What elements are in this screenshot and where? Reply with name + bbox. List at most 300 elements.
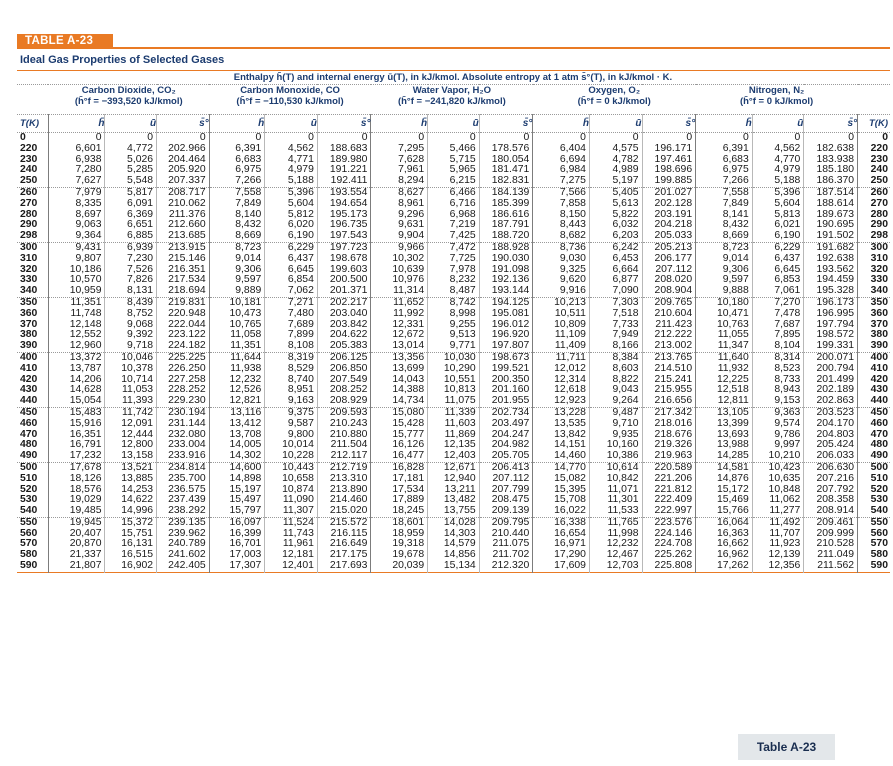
value-cell-s: 194.125 — [479, 297, 533, 308]
value-cell-s: 203.523 — [804, 407, 858, 418]
value-cell-s: 211.376 — [157, 210, 210, 221]
table-row — [17, 561, 890, 572]
gas-formation: (h̄°f = 0 kJ/kmol) — [739, 96, 814, 107]
value-cell-s: 203.497 — [479, 419, 533, 430]
value-cell-h: 10,959 — [48, 286, 105, 297]
value-cell-h: 16,126 — [371, 440, 428, 451]
temperature-cell: 540 — [20, 505, 38, 517]
value-cell-s: 210.062 — [157, 199, 210, 210]
value-cell-h: 15,172 — [696, 485, 753, 496]
value-cell-s: 0 — [157, 133, 210, 144]
value-cell-s: 195.173 — [317, 210, 371, 221]
value-cell-u: 9,163 — [265, 396, 318, 407]
value-cell-u: 11,393 — [105, 396, 157, 407]
temperature-cell-right: 460 — [858, 419, 890, 430]
value-cell-s: 0 — [642, 133, 696, 144]
value-cell-h: 8,443 — [533, 220, 590, 231]
value-cell-u: 9,392 — [105, 330, 157, 341]
value-cell-u: 4,562 — [265, 144, 318, 155]
gas-header-co — [209, 85, 371, 115]
value-cell-u: 14,303 — [428, 529, 480, 540]
value-cell-u: 5,604 — [265, 199, 318, 210]
table-reference-tab[interactable]: Table A-23 — [738, 734, 835, 760]
table-block — [17, 407, 890, 462]
value-cell-s: 206.850 — [317, 364, 371, 375]
value-cell-s: 217.175 — [317, 550, 371, 561]
value-cell-s: 189.673 — [804, 210, 858, 221]
value-cell-u: 13,211 — [428, 485, 480, 496]
value-cell-h: 14,628 — [48, 385, 105, 396]
value-cell-u: 15,751 — [105, 529, 157, 540]
value-cell-u: 13,521 — [105, 462, 157, 473]
value-cell-h: 7,849 — [209, 199, 265, 210]
value-cell-s: 210.880 — [317, 430, 371, 441]
value-cell-s: 208.358 — [804, 495, 858, 506]
value-cell-u: 7,899 — [265, 330, 318, 341]
value-cell-u: 7,689 — [265, 320, 318, 331]
col-header-h: h̄ — [371, 115, 428, 133]
value-cell-s: 191.221 — [317, 165, 371, 176]
value-cell-h: 11,992 — [371, 309, 428, 320]
value-cell-u: 14,856 — [428, 550, 480, 561]
value-cell-h: 14,005 — [209, 440, 265, 451]
value-cell-h: 19,318 — [371, 539, 428, 550]
value-cell-s: 208.929 — [317, 396, 371, 407]
value-cell-u: 6,664 — [589, 265, 642, 276]
value-cell-h: 9,063 — [48, 220, 105, 231]
table-subtitle: Ideal Gas Properties of Selected Gases — [20, 54, 225, 66]
temperature-cell: 298 — [20, 230, 38, 242]
value-cell-s: 201.955 — [479, 396, 533, 407]
gas-name: Nitrogen, N₂ — [748, 85, 805, 96]
value-cell-h: 6,683 — [696, 155, 753, 166]
value-cell-s: 208.475 — [479, 495, 533, 506]
value-cell-h: 11,347 — [696, 341, 753, 352]
value-cell-s: 207.216 — [804, 474, 858, 485]
value-cell-h: 13,842 — [533, 430, 590, 441]
value-cell-h: 9,807 — [48, 254, 105, 265]
value-cell-h: 14,460 — [533, 451, 590, 462]
value-cell-u: 9,264 — [589, 396, 642, 407]
value-cell-s: 188.614 — [804, 199, 858, 210]
value-cell-h: 14,734 — [371, 396, 428, 407]
temperature-cell-right: 380 — [858, 330, 890, 341]
value-cell-u: 16,515 — [105, 550, 157, 561]
value-cell-h: 10,809 — [533, 320, 590, 331]
value-cell-h: 0 — [48, 133, 105, 144]
value-cell-u: 14,622 — [105, 495, 157, 506]
value-cell-h: 16,701 — [209, 539, 265, 550]
value-cell-s: 207.799 — [479, 485, 533, 496]
value-cell-s: 218.694 — [157, 286, 210, 297]
value-cell-s: 187.791 — [479, 220, 533, 231]
value-cell-u: 8,314 — [752, 352, 804, 363]
value-cell-s: 196.995 — [804, 309, 858, 320]
value-cell-h: 11,938 — [209, 364, 265, 375]
value-cell-u: 6,229 — [265, 242, 318, 253]
value-cell-s: 219.326 — [642, 440, 696, 451]
value-cell-s: 205.383 — [317, 341, 371, 352]
value-cell-h: 13,787 — [48, 364, 105, 375]
value-cell-u: 8,752 — [105, 309, 157, 320]
value-cell-s: 222.044 — [157, 320, 210, 331]
value-cell-u: 8,487 — [428, 286, 480, 297]
value-cell-h: 8,141 — [696, 210, 753, 221]
value-cell-h: 16,097 — [209, 517, 265, 528]
value-cell-u: 10,714 — [105, 375, 157, 386]
value-cell-u: 9,513 — [428, 330, 480, 341]
value-cell-u: 8,998 — [428, 309, 480, 320]
value-cell-h: 17,678 — [48, 462, 105, 473]
value-cell-s: 195.328 — [804, 286, 858, 297]
value-cell-s: 206.125 — [317, 352, 371, 363]
value-cell-u: 13,885 — [105, 474, 157, 485]
value-cell-u: 9,363 — [752, 407, 804, 418]
value-cell-s: 211.702 — [479, 550, 533, 561]
value-cell-u: 11,524 — [265, 517, 318, 528]
value-cell-u: 4,770 — [752, 155, 804, 166]
value-cell-u: 6,032 — [589, 220, 642, 231]
temperature-cell: 580 — [20, 549, 38, 561]
value-cell-u: 8,742 — [428, 297, 480, 308]
temperature-cell: 310 — [20, 252, 38, 264]
value-cell-u: 6,854 — [265, 275, 318, 286]
value-cell-s: 213.002 — [642, 341, 696, 352]
value-cell-h: 11,109 — [533, 330, 590, 341]
value-cell-h: 14,770 — [533, 462, 590, 473]
value-cell-s: 190.030 — [479, 254, 533, 265]
value-cell-h: 14,581 — [696, 462, 753, 473]
value-cell-u: 7,526 — [105, 265, 157, 276]
value-cell-s: 211.562 — [804, 561, 858, 572]
value-cell-h: 9,306 — [209, 265, 265, 276]
temperature-cell-right: 510 — [858, 474, 890, 485]
temperature-cell: 340 — [20, 285, 38, 297]
temperature-cell: 290 — [20, 219, 38, 231]
value-cell-s: 208.904 — [642, 286, 696, 297]
value-cell-s: 189.980 — [317, 155, 371, 166]
value-cell-h: 12,618 — [533, 385, 590, 396]
value-cell-s: 209.765 — [642, 297, 696, 308]
value-cell-u: 9,710 — [589, 419, 642, 430]
value-cell-h: 13,014 — [371, 341, 428, 352]
value-cell-u: 12,135 — [428, 440, 480, 451]
value-cell-s: 224.708 — [642, 539, 696, 550]
value-cell-s: 233.004 — [157, 440, 210, 451]
value-cell-u: 8,232 — [428, 275, 480, 286]
value-cell-u: 16,902 — [105, 561, 157, 572]
value-cell-u: 9,043 — [589, 385, 642, 396]
temperature-cell: 490 — [20, 450, 38, 462]
value-cell-s: 185.180 — [804, 165, 858, 176]
value-cell-u: 10,848 — [752, 485, 804, 496]
value-cell-h: 15,395 — [533, 485, 590, 496]
value-cell-s: 212.117 — [317, 451, 371, 462]
value-cell-u: 7,949 — [589, 330, 642, 341]
value-cell-u: 5,965 — [428, 165, 480, 176]
value-cell-u: 10,443 — [265, 462, 318, 473]
value-cell-u: 7,090 — [589, 286, 642, 297]
temperature-cell: 260 — [20, 186, 38, 198]
value-cell-h: 9,966 — [371, 242, 428, 253]
value-cell-h: 10,763 — [696, 320, 753, 331]
value-cell-u: 5,188 — [265, 176, 318, 187]
value-cell-u: 12,444 — [105, 430, 157, 441]
value-cell-u: 9,997 — [752, 440, 804, 451]
value-cell-u: 10,614 — [589, 462, 642, 473]
value-cell-u: 5,817 — [105, 187, 157, 198]
temperature-cell: 280 — [20, 208, 38, 220]
value-cell-s: 206.177 — [642, 254, 696, 265]
value-cell-h: 9,364 — [48, 231, 105, 242]
value-cell-s: 218.016 — [642, 419, 696, 430]
value-cell-u: 9,153 — [752, 396, 804, 407]
value-cell-h: 14,876 — [696, 474, 753, 485]
value-cell-h: 10,473 — [209, 309, 265, 320]
value-cell-h: 7,266 — [209, 176, 265, 187]
value-cell-h: 0 — [371, 133, 428, 144]
value-cell-s: 225.262 — [642, 550, 696, 561]
value-cell-u: 11,603 — [428, 419, 480, 430]
value-cell-u: 5,604 — [752, 199, 804, 210]
value-cell-u: 7,687 — [752, 320, 804, 331]
value-cell-u: 14,579 — [428, 539, 480, 550]
value-cell-h: 11,652 — [371, 297, 428, 308]
value-cell-s: 210.243 — [317, 419, 371, 430]
value-cell-h: 15,916 — [48, 419, 105, 430]
value-cell-s: 195.081 — [479, 309, 533, 320]
value-cell-u: 10,160 — [589, 440, 642, 451]
value-cell-h: 12,960 — [48, 341, 105, 352]
value-cell-h: 10,213 — [533, 297, 590, 308]
value-cell-h: 16,791 — [48, 440, 105, 451]
temperature-cell-right: 310 — [858, 254, 890, 265]
temperature-cell: 430 — [20, 384, 38, 396]
value-cell-s: 205.424 — [804, 440, 858, 451]
value-cell-u: 5,548 — [105, 176, 157, 187]
table-row — [17, 474, 890, 485]
value-cell-s: 213.685 — [157, 231, 210, 242]
value-cell-u: 12,403 — [428, 451, 480, 462]
temperature-cell-right: 450 — [858, 407, 890, 418]
value-cell-s: 206.413 — [479, 462, 533, 473]
temperature-cell-right: 0 — [858, 133, 890, 144]
value-cell-u: 7,518 — [589, 309, 642, 320]
value-cell-s: 194.459 — [804, 275, 858, 286]
col-header-h: h̄ — [533, 115, 590, 133]
value-cell-u: 4,772 — [105, 144, 157, 155]
value-cell-u: 9,487 — [589, 407, 642, 418]
value-cell-h: 11,748 — [48, 309, 105, 320]
temperature-cell-right: 370 — [858, 320, 890, 331]
temperature-cell: 250 — [20, 175, 38, 187]
value-cell-s: 205.705 — [479, 451, 533, 462]
value-cell-h: 11,409 — [533, 341, 590, 352]
value-cell-h: 19,485 — [48, 506, 105, 517]
table-row — [17, 199, 890, 210]
value-cell-h: 10,511 — [533, 309, 590, 320]
value-cell-s: 215.020 — [317, 506, 371, 517]
value-cell-s: 236.575 — [157, 485, 210, 496]
temperature-cell: 440 — [20, 395, 38, 407]
temperature-cell: 520 — [20, 483, 38, 495]
value-cell-s: 202.966 — [157, 144, 210, 155]
value-cell-u: 4,979 — [265, 165, 318, 176]
temperature-cell-right: 400 — [858, 352, 890, 363]
value-cell-s: 216.115 — [317, 529, 371, 540]
value-cell-h: 15,054 — [48, 396, 105, 407]
value-cell-u: 8,951 — [265, 385, 318, 396]
value-cell-u: 9,718 — [105, 341, 157, 352]
value-cell-s: 188.683 — [317, 144, 371, 155]
temperature-cell-right: 570 — [858, 539, 890, 550]
temperature-cell: 510 — [20, 472, 38, 484]
value-cell-u: 10,228 — [265, 451, 318, 462]
col-header-s: s̄° — [642, 115, 696, 133]
value-cell-u: 11,053 — [105, 385, 157, 396]
value-cell-h: 14,043 — [371, 375, 428, 386]
value-cell-u: 5,812 — [265, 210, 318, 221]
value-cell-s: 229.230 — [157, 396, 210, 407]
value-cell-s: 184.139 — [479, 187, 533, 198]
value-cell-s: 210.528 — [804, 539, 858, 550]
value-cell-s: 192.136 — [479, 275, 533, 286]
value-cell-s: 211.049 — [804, 550, 858, 561]
col-header-u: ū — [265, 115, 318, 133]
value-cell-u: 5,285 — [105, 165, 157, 176]
value-cell-h: 7,275 — [533, 176, 590, 187]
table-row — [17, 341, 890, 352]
value-cell-s: 219.963 — [642, 451, 696, 462]
temperature-cell-right: 330 — [858, 275, 890, 286]
col-header-h: h̄ — [209, 115, 265, 133]
value-cell-u: 7,303 — [589, 297, 642, 308]
value-cell-h: 20,407 — [48, 529, 105, 540]
value-cell-u: 7,978 — [428, 265, 480, 276]
value-cell-s: 185.399 — [479, 199, 533, 210]
value-cell-h: 0 — [209, 133, 265, 144]
col-header-u: ū — [428, 115, 480, 133]
temperature-cell: 550 — [20, 516, 38, 528]
value-cell-s: 235.700 — [157, 474, 210, 485]
value-cell-u: 10,842 — [589, 474, 642, 485]
value-cell-h: 9,325 — [533, 265, 590, 276]
value-cell-h: 17,609 — [533, 561, 590, 572]
table-block — [17, 133, 890, 188]
value-cell-u: 11,533 — [589, 506, 642, 517]
temperature-cell: 460 — [20, 417, 38, 429]
value-cell-h: 7,961 — [371, 165, 428, 176]
value-cell-u: 11,090 — [265, 495, 318, 506]
value-cell-u: 6,229 — [752, 242, 804, 253]
value-cell-u: 0 — [428, 133, 480, 144]
value-cell-h: 16,962 — [696, 550, 753, 561]
value-cell-h: 20,870 — [48, 539, 105, 550]
value-cell-h: 18,959 — [371, 529, 428, 540]
value-cell-s: 217.693 — [317, 561, 371, 572]
value-cell-u: 12,181 — [265, 550, 318, 561]
value-cell-h: 7,849 — [696, 199, 753, 210]
value-cell-u: 11,869 — [428, 430, 480, 441]
value-cell-s: 220.948 — [157, 309, 210, 320]
value-cell-h: 9,014 — [209, 254, 265, 265]
value-cell-s: 201.027 — [642, 187, 696, 198]
value-cell-h: 13,693 — [696, 430, 753, 441]
header-rule — [17, 47, 890, 49]
value-cell-s: 213.765 — [642, 352, 696, 363]
value-cell-h: 15,797 — [209, 506, 265, 517]
temperature-cell: 530 — [20, 494, 38, 506]
temperature-cell-right: 260 — [858, 187, 890, 198]
temperature-cell: 0 — [20, 132, 26, 143]
value-cell-h: 15,197 — [209, 485, 265, 496]
value-cell-s: 199.331 — [804, 341, 858, 352]
value-cell-h: 14,151 — [533, 440, 590, 451]
table-row — [17, 286, 890, 297]
table-row — [17, 231, 890, 242]
value-cell-s: 193.554 — [317, 187, 371, 198]
value-cell-h: 10,976 — [371, 275, 428, 286]
value-cell-h: 17,003 — [209, 550, 265, 561]
column-header-row — [17, 115, 890, 133]
value-cell-s: 200.071 — [804, 352, 858, 363]
value-cell-h: 18,576 — [48, 485, 105, 496]
value-cell-s: 196.735 — [317, 220, 371, 231]
value-cell-s: 241.602 — [157, 550, 210, 561]
value-cell-u: 7,826 — [105, 275, 157, 286]
value-cell-u: 12,401 — [265, 561, 318, 572]
value-cell-s: 224.146 — [642, 529, 696, 540]
value-cell-h: 12,526 — [209, 385, 265, 396]
value-cell-s: 191.682 — [804, 242, 858, 253]
gas-name: Carbon Dioxide, CO₂ — [81, 85, 176, 96]
value-cell-u: 9,771 — [428, 341, 480, 352]
value-cell-u: 6,885 — [105, 231, 157, 242]
value-cell-u: 6,645 — [752, 265, 804, 276]
gas-formation: (h̄°f = 0 kJ/kmol) — [577, 96, 651, 107]
col-header-s: s̄° — [479, 115, 533, 133]
value-cell-h: 9,888 — [696, 286, 753, 297]
value-cell-u: 16,131 — [105, 539, 157, 550]
value-cell-u: 6,968 — [428, 210, 480, 221]
value-cell-h: 11,055 — [696, 330, 753, 341]
value-cell-s: 198.673 — [479, 352, 533, 363]
value-cell-h: 16,064 — [696, 517, 753, 528]
value-cell-h: 19,945 — [48, 517, 105, 528]
value-cell-s: 208.717 — [157, 187, 210, 198]
value-cell-s: 228.252 — [157, 385, 210, 396]
value-cell-s: 202.217 — [317, 297, 371, 308]
value-cell-u: 12,467 — [589, 550, 642, 561]
value-cell-s: 202.128 — [642, 199, 696, 210]
value-cell-u: 8,166 — [589, 341, 642, 352]
value-cell-h: 16,477 — [371, 451, 428, 462]
value-cell-h: 12,225 — [696, 375, 753, 386]
value-cell-u: 8,384 — [589, 352, 642, 363]
value-cell-u: 10,813 — [428, 385, 480, 396]
value-cell-s: 230.194 — [157, 407, 210, 418]
temperature-cell-right: 420 — [858, 375, 890, 386]
value-cell-s: 226.250 — [157, 364, 210, 375]
value-cell-u: 7,478 — [752, 309, 804, 320]
value-cell-s: 216.649 — [317, 539, 371, 550]
value-cell-u: 6,877 — [589, 275, 642, 286]
temperature-cell-right: 250 — [858, 176, 890, 187]
value-cell-s: 213.310 — [317, 474, 371, 485]
value-cell-h: 6,975 — [696, 165, 753, 176]
temperature-cell: 220 — [20, 142, 38, 154]
value-cell-s: 207.549 — [317, 375, 371, 386]
